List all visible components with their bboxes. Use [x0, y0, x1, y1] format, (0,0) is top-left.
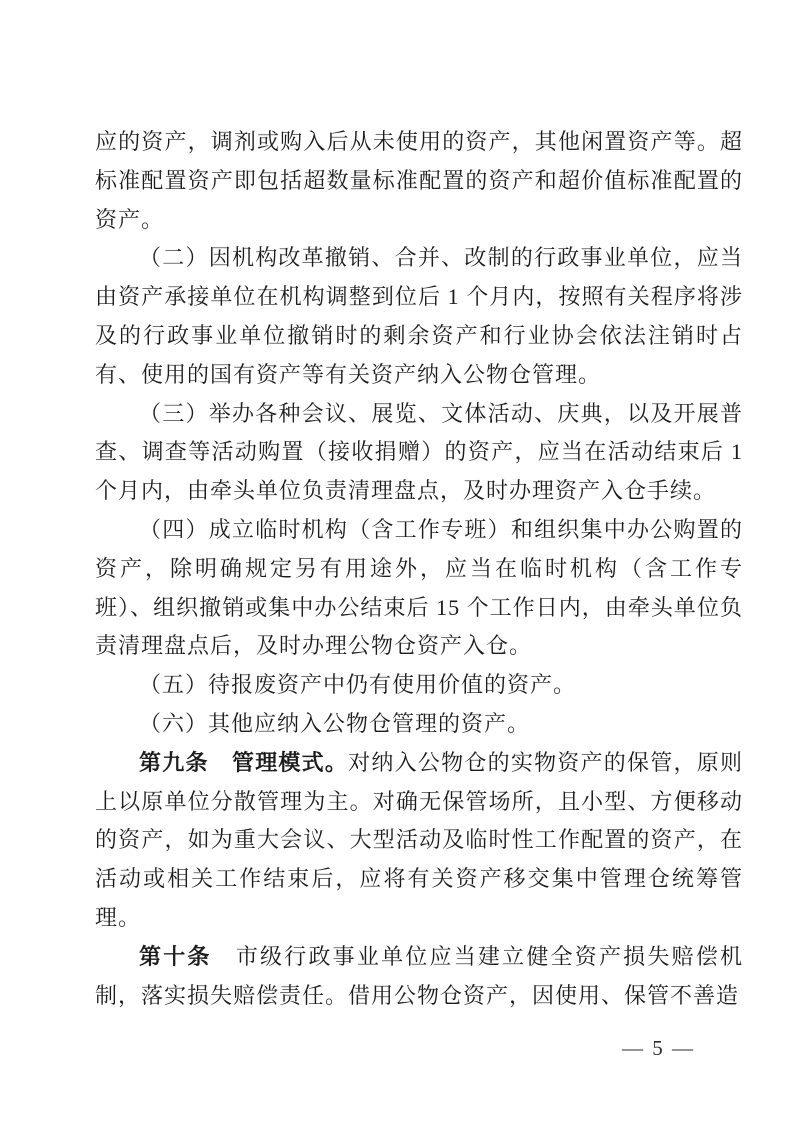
paragraph [95, 744, 743, 938]
text-run: （二）因机构改革撤销、合并、改制的行政事业单位，应当由资产承接单位在机构调整到位后 1 个月内，按照有关程序将涉及的行政事业单位撤销时的剩余资产和行业协会依法注销时占有、使用的国有资产等有关资产纳入公物仓管理。 [95, 245, 743, 387]
page-number: — 5 — [622, 1036, 695, 1060]
text-run: （三）举办各种会议、展览、文体活动、庆典，以及开展普查、调查等活动购置（接收捐赠）的资产，应当在活动结束后 1 个月内，由牵头单位负责清理盘点，及时办理资产入仓手续。 [95, 400, 743, 504]
text-run: 应的资产，调剂或购入后从未使用的资产，其他闲置资产等。超标准配置资产即包括超数量标准配置的资产和超价值标准配置的资产。 [95, 129, 743, 232]
paragraph [95, 511, 743, 666]
paragraph [95, 666, 743, 705]
text-run: 市级行政事业单位应当建立健全资产损失赔偿机制，落实损失赔偿责任。借用公物仓资产，因使用、保管不善造 [95, 943, 743, 1008]
document-body [95, 123, 743, 1015]
paragraph [95, 239, 743, 394]
paragraph [95, 123, 743, 239]
paragraph [95, 938, 743, 1016]
paragraph [95, 395, 743, 511]
text-run: （四）成立临时机构（含工作专班）和组织集中办公购置的资产，除明确规定另有用途外，应当在临时机构（含工作专班）、组织撤销或集中办公结束后 15 个工作日内，由牵头单位负责清理盘点后，及时办理公物仓资产入仓。 [95, 516, 743, 659]
text-run: （五）待报废资产中仍有使用价值的资产。 [139, 672, 577, 698]
article-heading-run: 第九条 管理模式。 [139, 749, 349, 775]
paragraph [95, 705, 743, 744]
article-heading-run: 第十条 [139, 943, 212, 969]
text-run: （六）其他应纳入公物仓管理的资产。 [139, 710, 531, 736]
text-run: 对纳入公物仓的实物资产的保管，原则上以原单位分散管理为主。对确无保管场所，且小型、方便移动的资产，如为重大会议、大型活动及临时性工作配置的资产，在活动或相关工作结束后，应将有关资产移交集中管理仓统筹管理。 [95, 749, 743, 930]
